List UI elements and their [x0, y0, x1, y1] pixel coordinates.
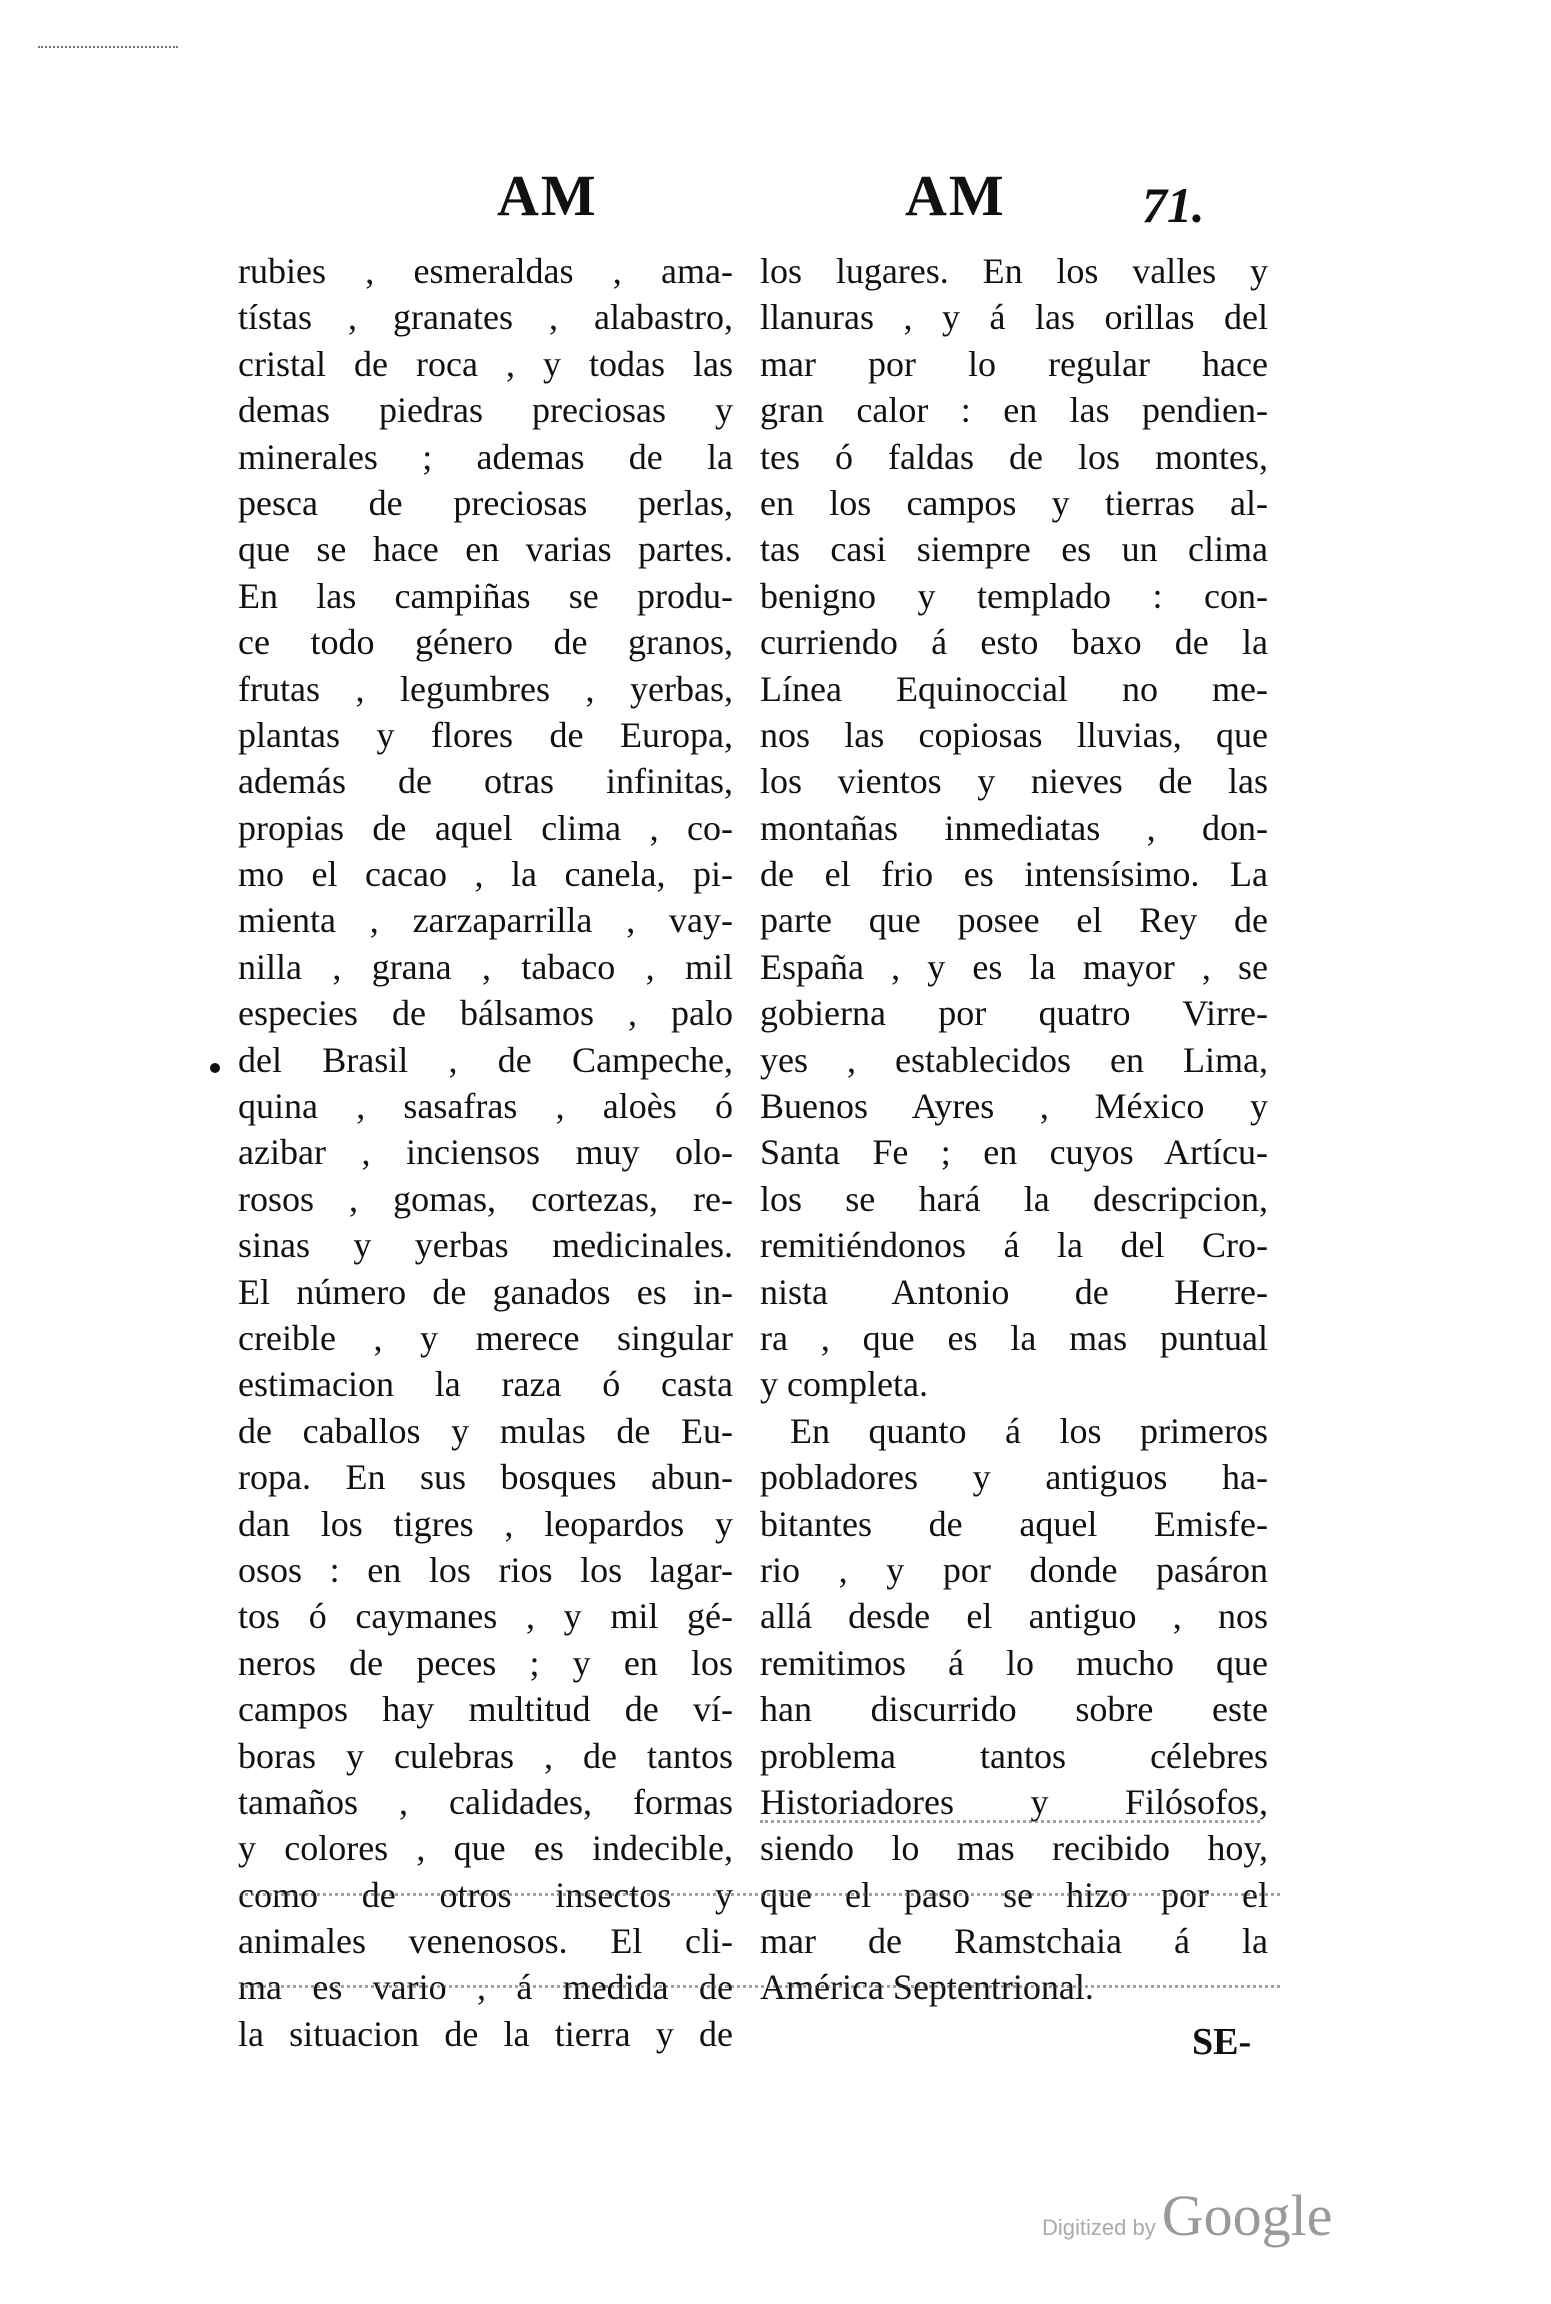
text-line: nos las copiosas lluvias, que	[760, 714, 1268, 755]
text-line: estimacion la raza ó casta	[238, 1364, 733, 1405]
text-line: especies de bálsamos , palo	[238, 993, 733, 1034]
text-line: del Brasil , de Campeche,	[238, 1039, 733, 1080]
text-line: bitantes de aquel Emisfe-	[760, 1503, 1268, 1544]
catchword-signature: SE-	[1192, 2021, 1252, 2063]
text-line: tamaños , calidades, formas	[238, 1781, 733, 1822]
margin-ink-dot	[210, 1063, 220, 1073]
text-line: creible , y merece singular	[238, 1317, 733, 1358]
text-line: que se hace en varias partes.	[238, 529, 733, 570]
text-line: parte que posee el Rey de	[760, 900, 1268, 941]
text-line: España , y es la mayor , se	[760, 946, 1268, 987]
digitized-by-label: Digitized by	[1042, 2215, 1156, 2240]
bleed-through-noise	[240, 1893, 1280, 1900]
text-line: nista Antonio de Herre-	[760, 1271, 1268, 1312]
right-text-column	[760, 248, 1268, 2011]
text-line: yes , establecidos en Lima,	[760, 1039, 1268, 1080]
text-line: tes ó faldas de los montes,	[760, 436, 1268, 477]
text-line: propias de aquel clima , co-	[238, 807, 733, 848]
text-line: demas piedras preciosas y	[238, 390, 733, 431]
text-line: tos ó caymanes , y mil gé-	[238, 1596, 733, 1637]
text-line: En quanto á los primeros	[790, 1410, 1268, 1451]
text-line: la situacion de la tierra y de	[238, 2013, 733, 2054]
text-line: llanuras , y á las orillas del	[760, 297, 1268, 338]
bleed-through-noise	[760, 1820, 1260, 1827]
text-line: los lugares. En los valles y	[760, 251, 1268, 291]
text-line: allá desde el antiguo , nos	[760, 1596, 1268, 1637]
text-line: plantas y flores de Europa,	[238, 714, 733, 755]
text-line: rubies , esmeraldas , ama-	[238, 251, 733, 291]
text-line: de caballos y mulas de Eu-	[238, 1410, 733, 1451]
text-line: y colores , que es indecible,	[238, 1828, 733, 1869]
digitization-watermark	[1042, 2182, 1332, 2249]
text-line: Santa Fe ; en cuyos Artícu-	[760, 1132, 1268, 1173]
bleed-through-noise	[240, 1985, 1280, 1992]
text-line: que el paso se hizo por el	[760, 1874, 1268, 1915]
text-line: mar por lo regular hace	[760, 343, 1268, 384]
text-line: ma es vario , á medida de	[238, 1967, 733, 2008]
text-line: rio , y por donde pasáron	[760, 1549, 1268, 1590]
text-line: animales venenosos. El cli-	[238, 1921, 733, 1962]
running-head-right: AM	[905, 163, 1006, 228]
text-line: osos : en los rios los lagar-	[238, 1549, 733, 1590]
text-line: remitiéndonos á la del Cro-	[760, 1225, 1268, 1266]
google-logo: Google	[1161, 2183, 1333, 2248]
text-line: los vientos y nieves de las	[760, 761, 1268, 802]
left-text-column	[238, 248, 733, 2057]
text-line: Línea Equinoccial no me-	[760, 668, 1268, 709]
text-line: mar de Ramstchaia á la	[760, 1921, 1268, 1962]
text-line: los se hará la descripcion,	[760, 1178, 1268, 1219]
text-line: tístas , granates , alabastro,	[238, 297, 733, 338]
text-line: En las campiñas se produ-	[238, 575, 733, 616]
text-line: nilla , grana , tabaco , mil	[238, 946, 733, 987]
text-line: curriendo á esto baxo de la	[760, 622, 1268, 663]
text-line: tas casi siempre es un clima	[760, 529, 1268, 570]
text-line: además de otras infinitas,	[238, 761, 733, 802]
text-line: gran calor : en las pendien-	[760, 390, 1268, 431]
text-line: quina , sasafras , aloès ó	[238, 1086, 733, 1127]
text-line: remitimos á lo mucho que	[760, 1642, 1268, 1683]
text-line: sinas y yerbas medicinales.	[238, 1225, 733, 1266]
text-line: benigno y templado : con-	[760, 575, 1268, 616]
text-line: y completa.	[760, 1364, 928, 1405]
text-line: pobladores y antiguos ha-	[760, 1457, 1268, 1498]
text-line: siendo lo mas recibido hoy,	[760, 1828, 1268, 1869]
text-line: han discurrido sobre este	[760, 1689, 1268, 1730]
text-line: mienta , zarzaparrilla , vay-	[238, 900, 733, 941]
text-line: Buenos Ayres , México y	[760, 1086, 1268, 1127]
text-line: El número de ganados es in-	[238, 1271, 733, 1312]
text-line: neros de peces ; y en los	[238, 1642, 733, 1683]
page-number: 71.	[1142, 177, 1205, 233]
text-line: rosos , gomas, cortezas, re-	[238, 1178, 733, 1219]
text-line: campos hay multitud de ví-	[238, 1689, 733, 1730]
text-line: azibar , inciensos muy olo-	[238, 1132, 733, 1173]
text-line: mo el cacao , la canela, pi-	[238, 854, 733, 895]
running-head-left: AM	[497, 163, 598, 228]
text-line: en los campos y tierras al-	[760, 482, 1268, 523]
text-line: problema tantos célebres	[760, 1735, 1268, 1776]
scan-edge-mark	[38, 46, 178, 48]
text-line: ropa. En sus bosques abun-	[238, 1457, 733, 1498]
text-line: Historiadores y Filósofos,	[760, 1781, 1268, 1822]
text-line: cristal de roca , y todas las	[238, 343, 733, 384]
text-line: de el frio es intensísimo. La	[760, 854, 1268, 895]
text-line: pesca de preciosas perlas,	[238, 482, 733, 523]
text-line: América Septentrional.	[760, 1967, 1094, 2008]
text-line: como de otros insectos y	[238, 1874, 733, 1915]
text-line: frutas , legumbres , yerbas,	[238, 668, 733, 709]
text-line: ce todo género de granos,	[238, 622, 733, 663]
text-line: ra , que es la mas puntual	[760, 1317, 1268, 1358]
text-line: boras y culebras , de tantos	[238, 1735, 733, 1776]
text-line: gobierna por quatro Virre-	[760, 993, 1268, 1034]
text-line: dan los tigres , leopardos y	[238, 1503, 733, 1544]
text-line: montañas inmediatas , don-	[760, 807, 1268, 848]
text-line: minerales ; ademas de la	[238, 436, 733, 477]
